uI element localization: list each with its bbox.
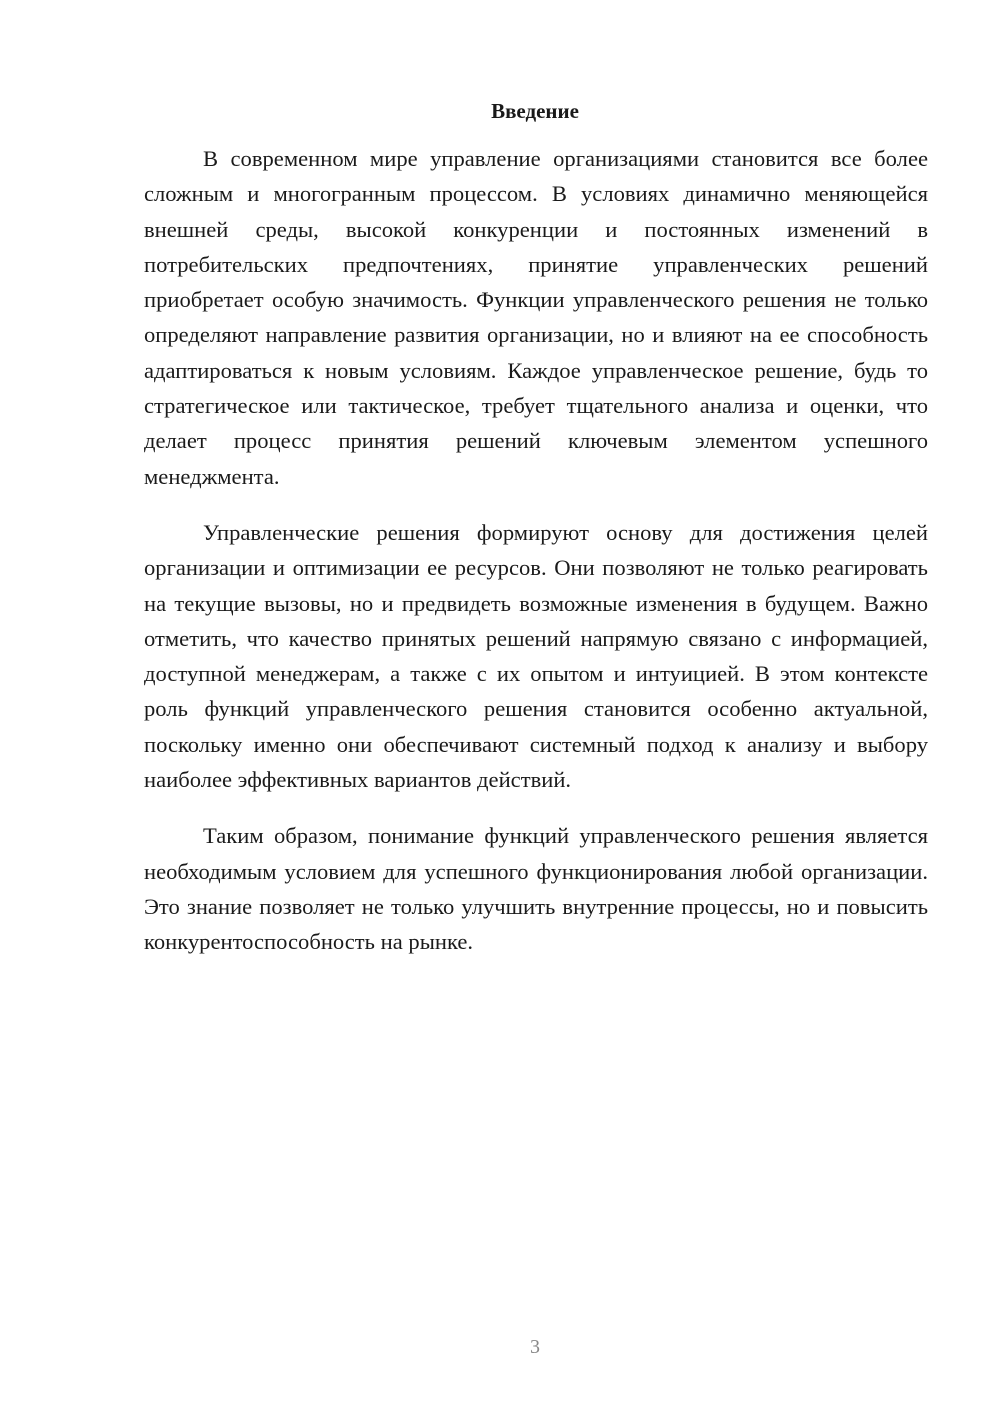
page-number: 3 <box>530 1336 540 1358</box>
section-title: Введение <box>491 99 579 123</box>
paragraph-2: Управленческие решения формируют основу для достижения целей организации и оптимизации ее ресурсов. Они позволяют не только реагировать на текущие вызовы, но и предвидеть возможные изменения в будущем. Важно отметить, что качество принятых решений напрямую связано с информацией, доступной менеджерам, а также с их опытом и интуицией. В этом контексте роль функций управленческого решения становится особенно актуальной, поскольку именно они обеспечивают системный подход к анализу и выбору наиболее эффективных вариантов действий. <box>144 519 928 793</box>
paragraph-3: Таким образом, понимание функций управленческого решения является необходимым условием для успешного функционирования любой организации. Это знание позволяет не только улучшить внутренние процессы, но и повысить конкурентоспособность на рынке. <box>144 823 928 955</box>
paragraph-1: В современном мире управление организациями становится все более сложным и многогранным процессом. В условиях динамично меняющейся внешней среды, высокой конкуренции и постоянных изменений в потребительских предпочтениях, принятие управленческих решений приобретает особую значимость. Функции управленческого решения не только определяют направление развития организации, но и влияют на ее способность адаптироваться к новым условиям. Каждое управленческое решение, будь то стратегическое или тактическое, требует тщательного анализа и оценки, что делает процесс принятия решений ключевым элементом успешного менеджмента. <box>144 146 928 489</box>
body-text <box>144 141 928 960</box>
